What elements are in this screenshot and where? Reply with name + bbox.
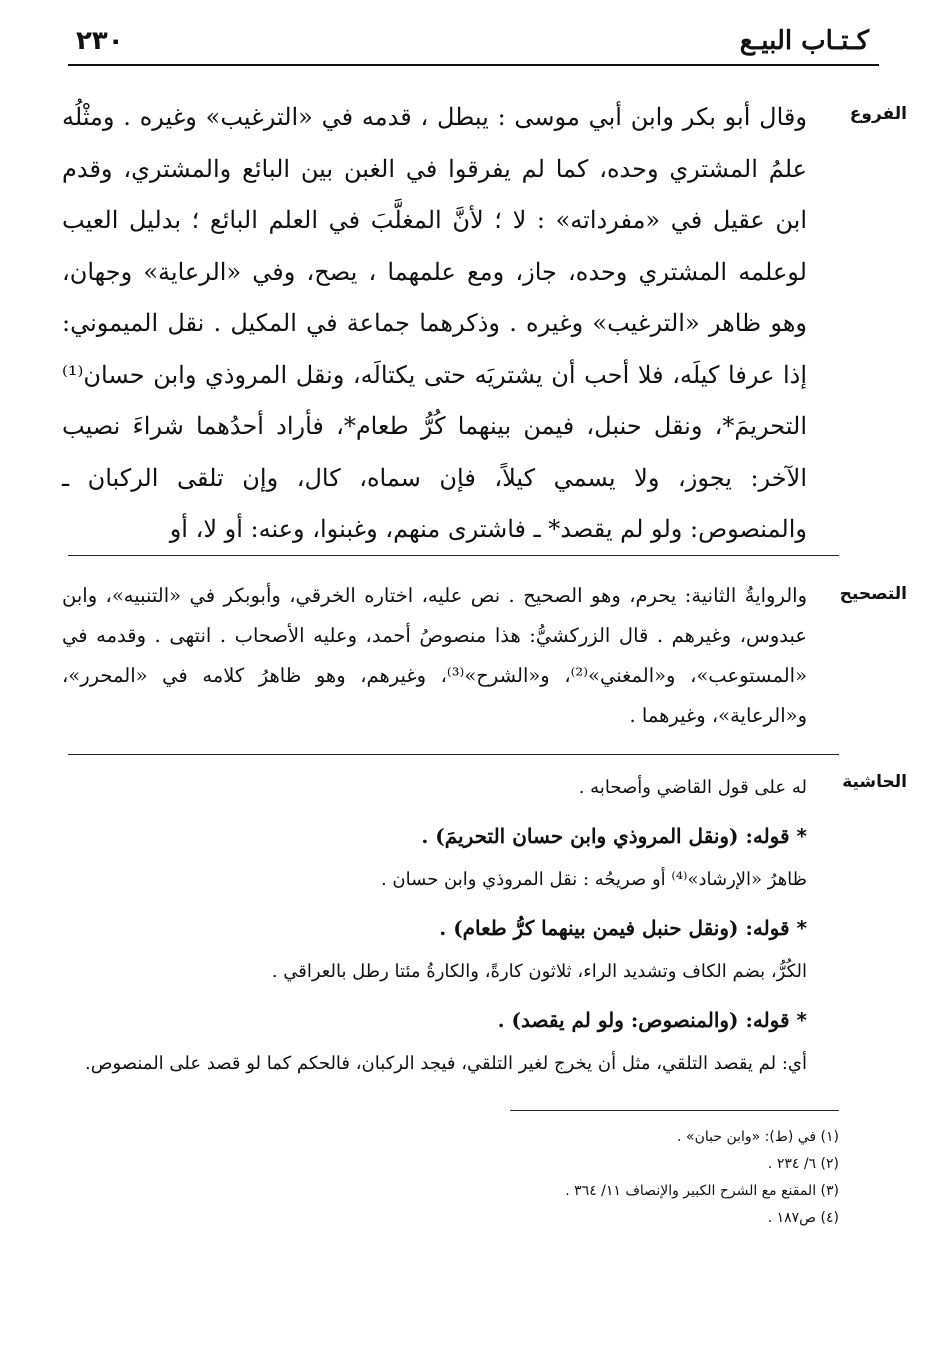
page-header — [68, 24, 879, 66]
quote-text: قوله: (والمنصوص: ولو لم يقصد) . — [497, 1008, 790, 1032]
footnote-3: (٣) المقنع مع الشرح الكبير والإنصاف ١١/ ٣٦٤ . — [565, 1183, 839, 1199]
hashiya-label: الحاشية — [842, 772, 907, 792]
quote-text: قوله: (ونقل المروذي وابن حسان التحريمَ) . — [421, 824, 790, 848]
page-number: ٢٣٠ — [76, 26, 124, 56]
hashiya-quote — [62, 906, 807, 950]
hashiya-comment: ظاهرُ «الإرشاد»⁽⁴⁾ أو صريحُه : نقل المروذي وابن حسان . — [380, 869, 807, 890]
hashiya-quote — [62, 998, 807, 1042]
footnotes — [239, 1124, 839, 1232]
section-divider — [68, 754, 839, 755]
hashiya-intro: له على قول القاضي وأصحابه . — [578, 777, 807, 798]
book-title: كـتـاب البيـع — [739, 26, 869, 56]
tashih-label: التصحيح — [839, 584, 907, 604]
footnote-4: (٤) ص١٨٧ . — [767, 1210, 839, 1226]
furu-text: وقال أبو بكر وابن أبي موسى : يبطل ، قدمه في «الترغيب» وغيره . ومثْلُه علمُ المشتري وحده، كما لم يفرقوا في الغبن بين البائع والمشتري، وقدم ابن عقيل في «مفرداته» : لا ؛ لأنَّ المغلَّبَ في العلم البائع ؛ بدليل العيب لوعلمه المشتري وحده، جاز، ومع علمهما ، يصح، وفي «الرعاية» وجهان، وهو ظاهر «الترغيب» وغيره . وذكرهما جماعة في المكيل . نقل الميموني: إذا عرفا كيلَه، فلا أحب أن يشتريَه حتى يكتالَه، ونقل المروذي وابن حسان⁽¹⁾ التحريمَ*، ونقل حنبل، فيمن بينهما كُرُّ طعام*، فأراد أحدُهما شراءَ نصيب الآخر: يجوز، ولا يسمي كيلاً، فإن سماه، كال، وإن تلقى الركبان ـ والمنصوص: ولو لم يقصد* ـ فاشترى منهم، وغبنوا، وعنه: أو لا، أو — [62, 103, 807, 543]
footnote-2: (٢) ٦/ ٢٣٤ . — [767, 1156, 839, 1172]
star-marker: * — [796, 916, 807, 940]
quote-text: قوله: (ونقل حنبل فيمن بينهما كرُّ طعام) . — [439, 916, 790, 940]
hashiya-comment: أي: لم يقصد التلقي، مثل أن يخرج لغير التلقي، فيجد الركبان، فالحكم كما لو قصد على المنصوص. — [84, 1053, 807, 1074]
footnote-1: (١) في (ط): «وابن حبان» . — [677, 1129, 839, 1145]
hashiya-quote — [62, 814, 807, 858]
tashih-section — [62, 576, 907, 736]
furu-label: الفروع — [849, 104, 907, 124]
hashiya-body — [62, 768, 807, 1086]
tashih-text: والروايةُ الثانية: يحرم، وهو الصحيح . نص عليه، اختاره الخرقي، وأبوبكر في «التنبيه»، وابن عبدوس، وغيرهم . قال الزركشيُّ: هذا منصوصُ أحمد، وعليه الأصحاب . انتهى . وقدمه في «المستوعب»، و«المغني»⁽²⁾، و«الشرح»⁽³⁾، وغيرهم، وهو ظاهرُ كلامه في «المحرر»، و«الرعاية»، وغيرهما . — [62, 584, 808, 727]
star-marker: * — [796, 1008, 807, 1032]
furu-section — [62, 92, 907, 556]
star-marker: * — [796, 824, 807, 848]
footnote-divider — [510, 1110, 839, 1111]
section-divider — [68, 555, 839, 556]
hashiya-comment: الكُرُّ، بضم الكاف وتشديد الراء، ثلاثون كارةً، والكارةُ مئتا رطل بالعراقي . — [271, 961, 807, 982]
hashiya-section — [62, 768, 907, 1090]
